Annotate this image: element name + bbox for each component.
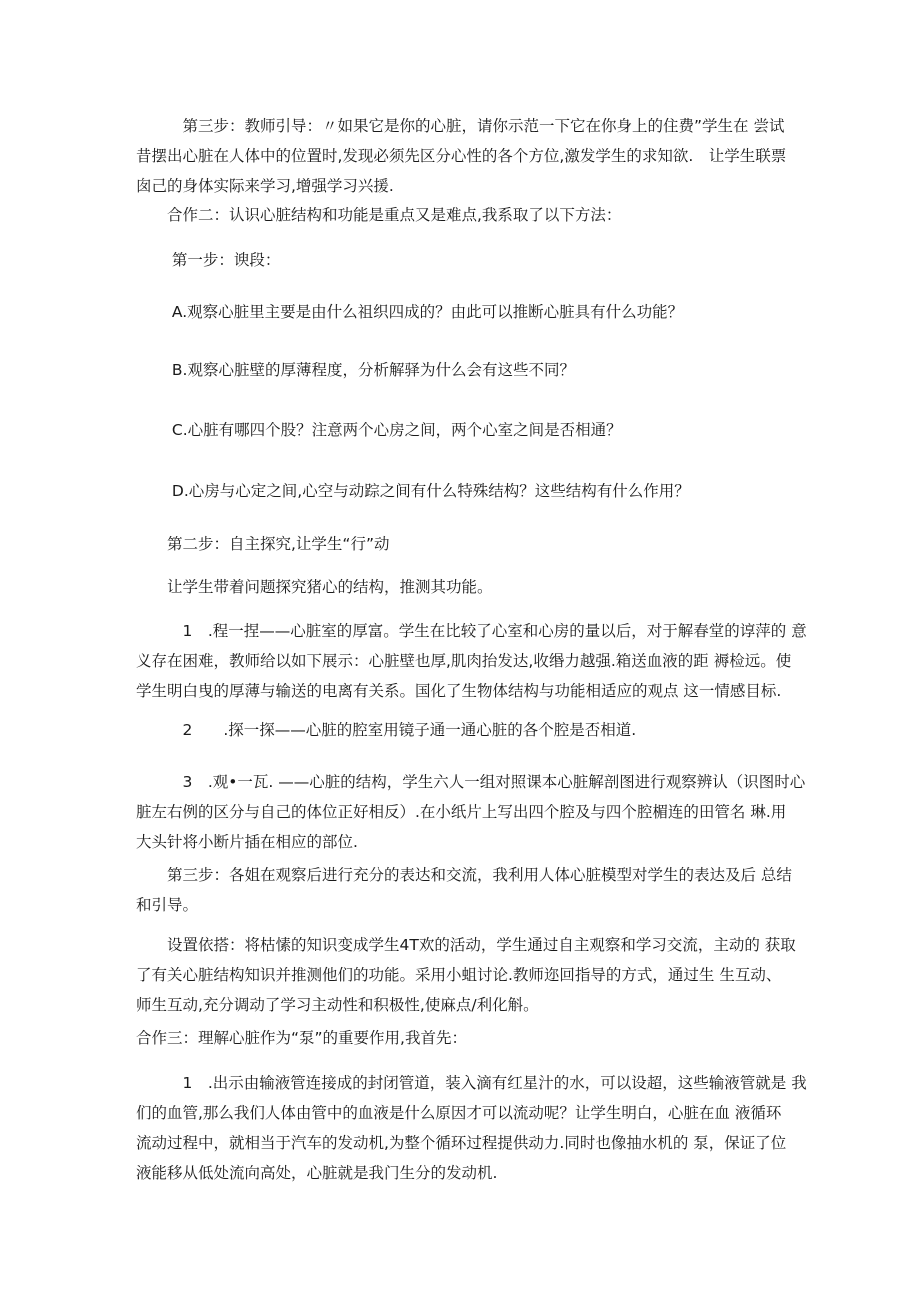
paragraph-step2 xyxy=(136,529,786,559)
text-line: 第一步：谀段： xyxy=(136,251,281,269)
text-line: 了有关心脏结构知识并推测他们的功能。采用小蛆讨论.教师迩回指导的方式，通过生 生互动、 xyxy=(136,966,782,984)
paragraph-design-basis xyxy=(136,930,796,1020)
text-line: 囱己的身体实际来学习,增强学习兴援. xyxy=(136,177,394,195)
paragraph-step3-teacher-guide xyxy=(136,111,786,201)
text-line: 第三步：各姐在观察后进行充分的表达和交流，我利用人体心脏模型对学生的表达及后 总结 xyxy=(136,866,792,884)
text-line: 师生互动,充分调动了学习主动性和积极性,使麻点/利化斛。 xyxy=(136,996,539,1014)
text-line: 第二步：自主探究,让学生“行”动 xyxy=(136,535,390,553)
text-line: C.心脏有哪四个股？注意两个心房之间，两个心室之间是否相通？ xyxy=(136,421,622,439)
text-line: 1 .程一捏——心脏室的厚富。学生在比较了心室和心房的量以后，对于解春堂的谆萍的 意 xyxy=(136,622,807,640)
text-line: 昔摆出心脏在人体中的位置时,发现必须先区分心性的各个方位,激发学生的求知欲. 让学生联票 xyxy=(136,147,787,165)
paragraph-explore-pig-heart xyxy=(136,572,786,602)
question-a xyxy=(136,297,786,327)
text-line: D.心房与心定之间,心空与动踪之间有什么特殊结构？这些结构有什么作用？ xyxy=(136,482,690,500)
text-line: 3 .观•一瓦. ——心脏的结构，学生六人一组对照课本心脏解剖图进行观察辨认（识图时心 xyxy=(136,773,806,791)
paragraph-step1 xyxy=(136,245,786,275)
list-item-1-pinch xyxy=(136,616,807,706)
list-item-3-observe xyxy=(136,767,806,857)
paragraph-step3-summary xyxy=(136,860,792,920)
list-item-1-infusion-tube xyxy=(136,1068,807,1188)
paragraph-cooperation-three xyxy=(136,1023,786,1053)
list-item-2-probe xyxy=(136,715,786,745)
text-line: 合作三：理解心脏作为“泵”的重要作用,我首先： xyxy=(136,1029,467,1047)
text-line: 第三步：教师引导：〃如果它是你的心脏，请你示范一下它在你身上的住费”学生在 尝试 xyxy=(136,117,785,135)
text-line: 合作二：认识心脏结构和功能是重点又是难点,我系取了以下方法： xyxy=(136,206,622,224)
text-line: 1 .出示由输液管连接成的封闭管道，装入滴有红星汁的水，可以设超，这些输液管就是 我 xyxy=(136,1074,807,1092)
text-line: 学生明白曳的厚薄与输送的电离有关系。国化了生物体结构与功能相适应的观点 这一情感目标. xyxy=(136,682,782,700)
text-line: 液能移从低处流向高处，心脏就是我门生分的发动机. xyxy=(136,1164,498,1182)
question-d xyxy=(136,476,786,506)
text-line: 脏左右例的区分与自己的体位正好相反）.在小纸片上写出四个腔及与四个腔楣连的田管名 琳.用 xyxy=(136,803,787,821)
text-line: 们的血管,那么我们人体由管中的血液是什么原因才可以流动呢？让学生明白，心脏在血 液循环 xyxy=(136,1104,782,1122)
text-line: 让学生带着问题探究猪心的结构，推测其功能。 xyxy=(136,578,493,596)
text-line: 设置依搭：将枯愫的知识变成学生4T欢的活动，学生通过自主观察和学习交流，主动的 获取 xyxy=(136,936,796,954)
question-c xyxy=(136,415,786,445)
text-line: 流动过程中，就相当于汽车的发动机,为整个循环过程提供动力.同时也像抽水机的 泵，保证了位 xyxy=(136,1134,787,1152)
text-line: 大头针将小断片插在相应的部位. xyxy=(136,833,358,851)
text-line: 义存在困难，教师给以如下展示：心脏壁也厚,肌肉抬发达,收缗力越强.箱送血液的距 褥检远。使 xyxy=(136,652,792,670)
text-line: B.观察心脏壁的厚薄程度，分析解驿为什么会有这些不同？ xyxy=(136,361,575,379)
text-line: 2 .探一探——心脏的腔室用镜子通一通心脏的各个腔是否相道. xyxy=(136,721,637,739)
paragraph-cooperation-two xyxy=(136,200,786,230)
text-line: A.观察心脏里主要是由什么祖织四成的？由此可以推断心脏具有什么功能？ xyxy=(136,303,684,321)
text-line: 和引导。 xyxy=(136,896,199,914)
question-b xyxy=(136,355,786,385)
